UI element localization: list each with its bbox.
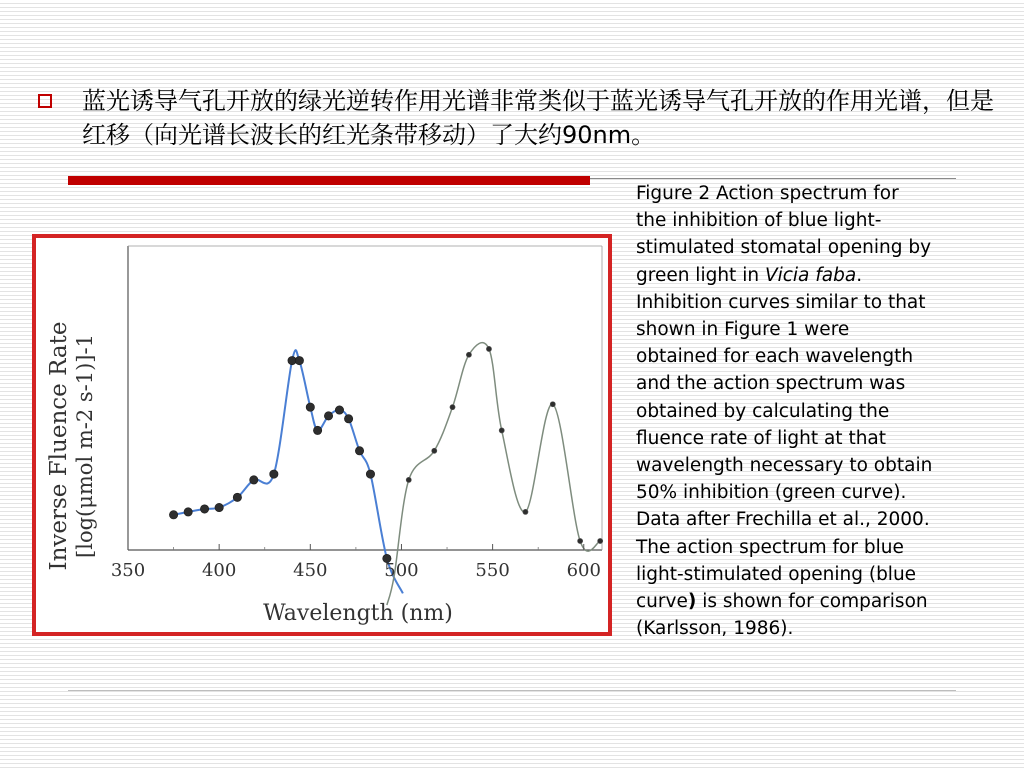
caption-line: wavelength necessary to obtain [636, 455, 933, 477]
x-tick-label: 500 [384, 560, 419, 581]
blue-data-point [270, 470, 278, 478]
x-tick-label: 400 [201, 560, 237, 581]
bullet-text: 蓝光诱导气孔开放的绿光逆转作用光谱非常类似于蓝光诱导气孔开放的作用光谱，但是红移（向光谱长波长的红光条带移动）了大约90nm。 [82, 87, 994, 149]
y-axis-unit-label: [log(μmol m-2 s-1)]-1 [73, 334, 97, 558]
blue-data-point [200, 505, 208, 513]
blue-data-point [335, 406, 343, 414]
green-data-point [486, 346, 491, 351]
blue-data-point [250, 476, 258, 484]
action-spectrum-chart [36, 238, 608, 632]
caption-line: Inhibition curves similar to that [636, 291, 926, 313]
x-tick-label: 550 [475, 560, 510, 581]
caption-line: The action spectrum for blue [636, 536, 904, 558]
green-data-point [466, 352, 471, 357]
caption-close-paren: ) [687, 591, 697, 613]
blue-data-point [184, 508, 192, 516]
blue-data-point [355, 447, 363, 455]
caption-curve-suffix: is shown for comparison [696, 591, 928, 613]
blue-data-point [169, 511, 177, 519]
blue-data-point [324, 412, 332, 420]
green-data-point [406, 477, 411, 482]
green-data-point [550, 402, 555, 407]
green-data-point [450, 405, 455, 410]
caption-line: obtained for each wavelength [636, 346, 914, 368]
figure-caption [636, 180, 1008, 642]
figure-frame [32, 234, 612, 636]
caption-line: 50% inhibition (green curve). [636, 482, 907, 504]
blue-data-point [344, 415, 352, 423]
blue-data-point [215, 503, 223, 511]
caption-species-suffix: . [856, 264, 863, 286]
green-data-point [499, 428, 504, 433]
x-tick-label: 450 [293, 560, 328, 581]
caption-line: shown in Figure 1 were [636, 319, 850, 341]
caption-species-prefix: green light in [636, 264, 765, 286]
blue-data-point [295, 356, 303, 364]
caption-line: the inhibition of blue light- [636, 210, 882, 232]
caption-line: and the action spectrum was [636, 373, 906, 395]
green-data-point [598, 538, 603, 543]
caption-line: light-stimulated opening (blue [636, 563, 917, 585]
y-axis-label-group [46, 322, 97, 571]
x-tick-label: 600 [566, 560, 601, 581]
x-axis-label: Wavelength (nm) [263, 601, 453, 626]
blue-data-point [313, 426, 321, 434]
caption-line: obtained by calculating the [636, 400, 890, 422]
caption-line: Data after Frechilla et al., 2000. [636, 509, 930, 531]
caption-line: (Karlsson, 1986). [636, 618, 794, 640]
caption-line-curve [636, 588, 1008, 615]
gray-divider-bottom [68, 690, 956, 691]
caption-line: fluence rate of light at that [636, 427, 887, 449]
x-tick-label: 350 [110, 560, 146, 581]
blue-data-point [366, 470, 374, 478]
blue-data-point [306, 403, 314, 411]
caption-species-name: Vicia faba [764, 264, 857, 286]
caption-line-species [636, 262, 1008, 289]
square-bullet-icon [38, 94, 52, 108]
green-data-point [578, 538, 583, 543]
y-axis-label: Inverse Fluence Rate [46, 321, 72, 571]
red-divider [68, 176, 590, 185]
caption-line: Figure 2 Action spectrum for [636, 183, 899, 204]
gray-divider-top [590, 178, 956, 179]
green-data-point [523, 509, 528, 514]
green-data-point [432, 448, 437, 453]
blue-data-point [233, 493, 241, 501]
caption-line: stimulated stomatal opening by [636, 237, 932, 259]
caption-curve-word: curve [636, 591, 688, 613]
